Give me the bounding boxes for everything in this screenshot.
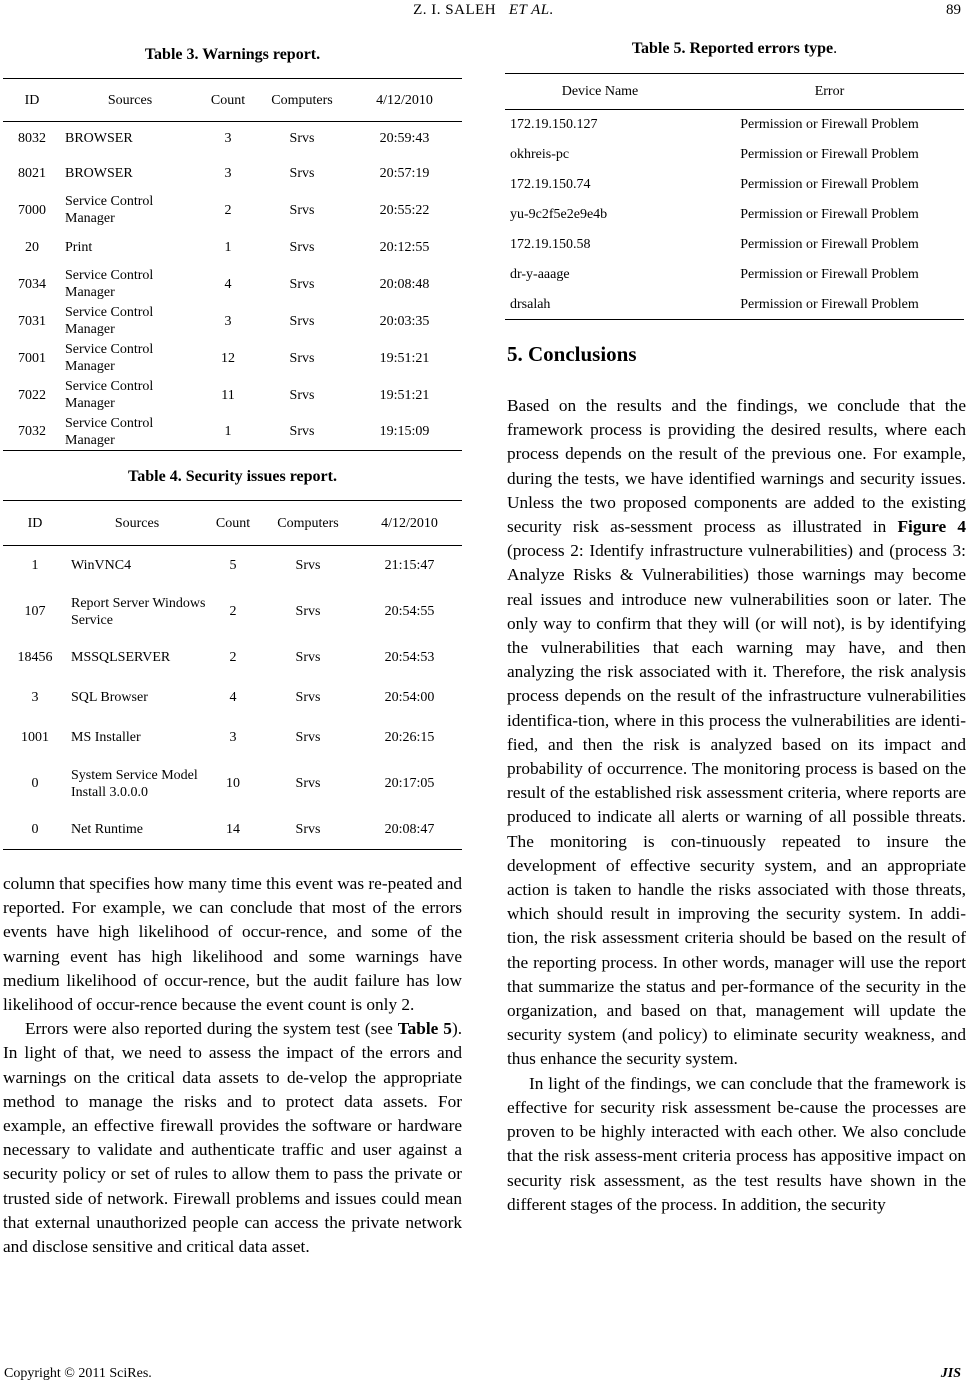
table-cell: SQL Browser [71, 690, 148, 705]
section-heading: 5. Conclusions [507, 342, 637, 366]
table-cell: 0 [31, 776, 39, 791]
table-cell: 1 [224, 424, 232, 440]
page-number: 89 [946, 2, 961, 18]
table-cell: Srvs [289, 130, 315, 146]
table-cell: 8021 [18, 165, 46, 181]
table-cell: System Service Model Install 3.0.0.0 [71, 767, 198, 800]
table-row [505, 110, 964, 140]
table-cell: 19:15:09 [379, 424, 430, 440]
column-header: Computers [271, 92, 333, 108]
column-header: Count [210, 92, 246, 108]
table-cell: Net Runtime [71, 821, 143, 837]
table-cell: 20:08:47 [384, 821, 435, 837]
table-cell: Service Control Manager [65, 379, 154, 411]
column-header: 4/12/2010 [381, 515, 438, 531]
table-row [3, 229, 462, 266]
table-row [3, 678, 462, 718]
table4-caption: Table 4. Security issues report. [128, 468, 337, 485]
table-cell: Srvs [289, 165, 315, 181]
table-row [3, 586, 462, 638]
table-cell: 3 [224, 165, 232, 181]
table-cell: 7032 [18, 424, 46, 440]
table-row [3, 638, 462, 678]
table-cell: Permission or Firewall Problem [740, 296, 919, 312]
table-cell: 20:59:43 [379, 130, 430, 146]
table-row [505, 140, 964, 170]
table-cell: 14 [226, 821, 240, 837]
table-cell: Srvs [289, 313, 315, 329]
column-header: Count [215, 515, 251, 531]
table-cell: 4 [224, 276, 232, 292]
table-header-row [505, 74, 964, 110]
table-cell: 3 [31, 690, 39, 705]
table-cell: Permission or Firewall Problem [740, 177, 919, 192]
table-cell: 11 [221, 387, 235, 403]
table-row [3, 377, 462, 414]
column-header: Error [814, 84, 845, 99]
table-cell: Service Control Manager [65, 305, 154, 337]
table-row [3, 303, 462, 340]
table-cell: 20:03:35 [379, 313, 430, 329]
table-cell: 1 [31, 558, 39, 574]
table-cell: 20:12:55 [379, 239, 430, 255]
column-header: Computers [277, 515, 339, 531]
table-cell: Service Control Manager [65, 194, 154, 226]
paragraph: column that specifies how many time this event was re-peated and reported. For example, we can conclude that most of the errors events have high likelihood of occur-rence, and some of the warning event has high likelihood and some warnings have medium likelihood of occur-rence, but the audit failure has low likelihood of occur-rence because the event count is only 2. [3, 874, 462, 1015]
table-cell: Srvs [289, 424, 315, 440]
header-et-al: ET AL. [508, 2, 554, 18]
journal-abbrev: JIS [940, 1366, 961, 1381]
paragraph: Based on the results and the findings, we conclude that the framework process is providing the desired results, where each process depends on the result of the previous one. For example, during the tests, we have identified warnings and security issues. Unless the two proposed components are added to the existing security risk as-sessment process as illustrated in Figure 4 (process 2: Identify infrastructure vulnerabilities) and (process 3: Analyze Risks & Vulnerabilities) those warnings may become real issues and introduce new vulnerabilities soon or later. The only way to confirm that they will (or will not), is by identifying the vulnerabilities that each warning may have, and then analyzing the risk associated with it. Therefore, the risk analysis process depends on the result of the infrastructure vulnerabilities identifica-tion, where in this process the vulnerabilities are identi-fied, and then the risk is analyzed based on its impact and probability of occurrence. The monitoring process is based on the result of the established risk assessment criteria, where reports are produced to indicate all alerts or warning of all possible threats. The monitoring is con-tinuously repeated to insure the development of effective security system, and an appropriate action is taken to handle the risks associated with those threats, which should result in improving the security system. In addi-tion, the risk assessment criteria should be based on the result of the reporting process. In other words, manager will use the report that summarize the status and per-formance of the security in the organization, and based on that, management will update the security system (and policy) to eliminate security weakness, and thus enhance the security system. [507, 396, 966, 1069]
table-cell: 3 [229, 730, 237, 745]
figure-reference: Figure 4 [897, 517, 966, 537]
table-cell: MSSQLSERVER [71, 650, 171, 665]
table-row [505, 290, 964, 320]
table-cell: 21:15:47 [384, 558, 435, 574]
table-cell: Service Control Manager [65, 268, 154, 300]
table-row [505, 260, 964, 290]
table-cell: Service Control Manager [65, 342, 154, 374]
header-author: Z. I. SALEH [413, 2, 497, 18]
table-row [3, 122, 462, 155]
table-cell: Srvs [295, 650, 321, 665]
table-cell: Srvs [295, 604, 321, 619]
table-cell: 8032 [18, 130, 46, 146]
table-row [3, 155, 462, 192]
table-cell: Srvs [289, 350, 315, 366]
column-header: 4/12/2010 [376, 92, 433, 108]
table-cell: 20:26:15 [384, 730, 435, 745]
column-header: ID [27, 515, 43, 531]
table-cell: 20 [25, 239, 39, 255]
table-cell: MS Installer [71, 730, 141, 745]
table-cell: Srvs [289, 276, 315, 292]
table-cell: 4 [229, 690, 237, 705]
table-reference: Table 5 [397, 1019, 452, 1039]
table-cell: 2 [229, 604, 237, 619]
errors-table [505, 73, 964, 320]
table-cell: Srvs [289, 239, 315, 255]
table-cell: 2 [224, 202, 232, 218]
table-cell: Permission or Firewall Problem [740, 207, 919, 222]
table-cell: 1 [224, 239, 232, 255]
table-cell: 172.19.150.58 [510, 237, 591, 252]
table-cell: 18456 [17, 650, 53, 665]
security-issues-table [3, 500, 462, 850]
table-row [505, 200, 964, 230]
paragraph: Errors were also reported during the system test (see Table 5). In light of that, we need to assess the impact of the errors and warnings on the critical data assets to de-velop the appropriate method to manage the risks and to protect data assets. For example, an effective firewall provides the software or hardware necessary to validate and authenticate traffic and user against a security policy or set of rules to allow them to pass the private or trusted side of network. Firewall problems and issues could mean that external unauthorized people can access the private network and disclose sensitive and critical data asset. [3, 1019, 463, 1257]
table-cell: Permission or Firewall Problem [740, 117, 919, 133]
table-cell: Permission or Firewall Problem [740, 237, 919, 252]
table-cell: 172.19.150.127 [510, 117, 598, 133]
table-row [3, 810, 462, 850]
column-header: Sources [114, 515, 160, 531]
table-cell: 172.19.150.74 [510, 177, 591, 192]
table-cell: Srvs [295, 558, 321, 574]
table-cell: Report Server Windows Service [71, 595, 206, 628]
table-cell: Srvs [295, 730, 321, 745]
column-header: Device Name [561, 84, 639, 99]
table-cell: 20:54:53 [384, 650, 435, 665]
table-row [3, 340, 462, 377]
table-cell: 7034 [18, 276, 46, 292]
table-cell: Srvs [295, 821, 321, 837]
table-cell: 1001 [21, 730, 49, 745]
table-cell: dr-y-aaage [510, 267, 570, 282]
table-row [3, 192, 462, 229]
table-cell: 7022 [18, 387, 46, 403]
table-cell: Srvs [289, 202, 315, 218]
table-cell: Permission or Firewall Problem [740, 147, 919, 162]
table-row [3, 718, 462, 758]
table-cell: 0 [31, 821, 39, 837]
table-cell: 19:51:21 [379, 387, 430, 403]
table-cell: 7000 [18, 202, 46, 218]
table-cell: BROWSER [65, 130, 133, 146]
table-cell: 3 [224, 130, 232, 146]
table-row [505, 230, 964, 260]
table-cell: 107 [24, 604, 46, 619]
table-cell: drsalah [510, 296, 551, 312]
table-row [3, 758, 462, 810]
table-header-row [3, 501, 462, 546]
table-row [505, 170, 964, 200]
table-cell: 20:57:19 [379, 165, 430, 181]
table-cell: 12 [221, 350, 235, 366]
header-author-line [0, 2, 967, 19]
column-header: Sources [107, 92, 153, 108]
table-row [3, 546, 462, 586]
table-cell: Service Control Manager [65, 415, 154, 448]
table-cell: 7001 [18, 350, 46, 366]
table-cell: Srvs [295, 776, 321, 791]
table-cell: BROWSER [65, 165, 133, 181]
copyright: Copyright © 2011 SciRes. [4, 1366, 152, 1381]
right-body-text [507, 394, 966, 1217]
table-cell: 20:54:55 [384, 604, 435, 619]
table-cell: yu-9c2f5e2e9e4b [510, 207, 608, 222]
table3-caption: Table 3. Warnings report. [144, 46, 321, 63]
table-cell: Srvs [295, 690, 321, 705]
table-row [3, 266, 462, 303]
table-cell: Srvs [289, 387, 315, 403]
column-header: ID [24, 92, 40, 108]
table-cell: Print [65, 239, 93, 255]
table-cell: 5 [229, 558, 237, 574]
table-cell: 20:08:48 [379, 276, 430, 292]
table-cell: okhreis-pc [510, 147, 570, 162]
table-cell: 7031 [18, 313, 46, 329]
warnings-table [3, 78, 462, 451]
table-cell: 20:17:05 [384, 776, 435, 791]
running-header [0, 0, 967, 24]
table-cell: WinVNC4 [71, 558, 132, 574]
table-cell: 3 [224, 313, 232, 329]
table-cell: 2 [229, 650, 237, 665]
left-body-text [3, 872, 462, 1259]
table-cell: 10 [226, 776, 240, 791]
table-cell: 20:55:22 [379, 202, 430, 218]
table5-caption: Table 5. Reported errors type. [631, 40, 838, 57]
table-header-row [3, 79, 462, 122]
table-cell: 19:51:21 [379, 350, 430, 366]
table-cell: 20:54:00 [384, 690, 435, 705]
table-row [3, 414, 462, 451]
paragraph: In light of the findings, we can conclude that the framework is effective for security risk assessment be-cause the processes are proven to be highly interacted with each other. We also conclude that the risk assess-ment criteria process has appositive impact on security risk assessment, as the test results have shown in the different stages of the process. In addition, the security [507, 1073, 966, 1214]
table-cell: Permission or Firewall Problem [740, 267, 919, 282]
